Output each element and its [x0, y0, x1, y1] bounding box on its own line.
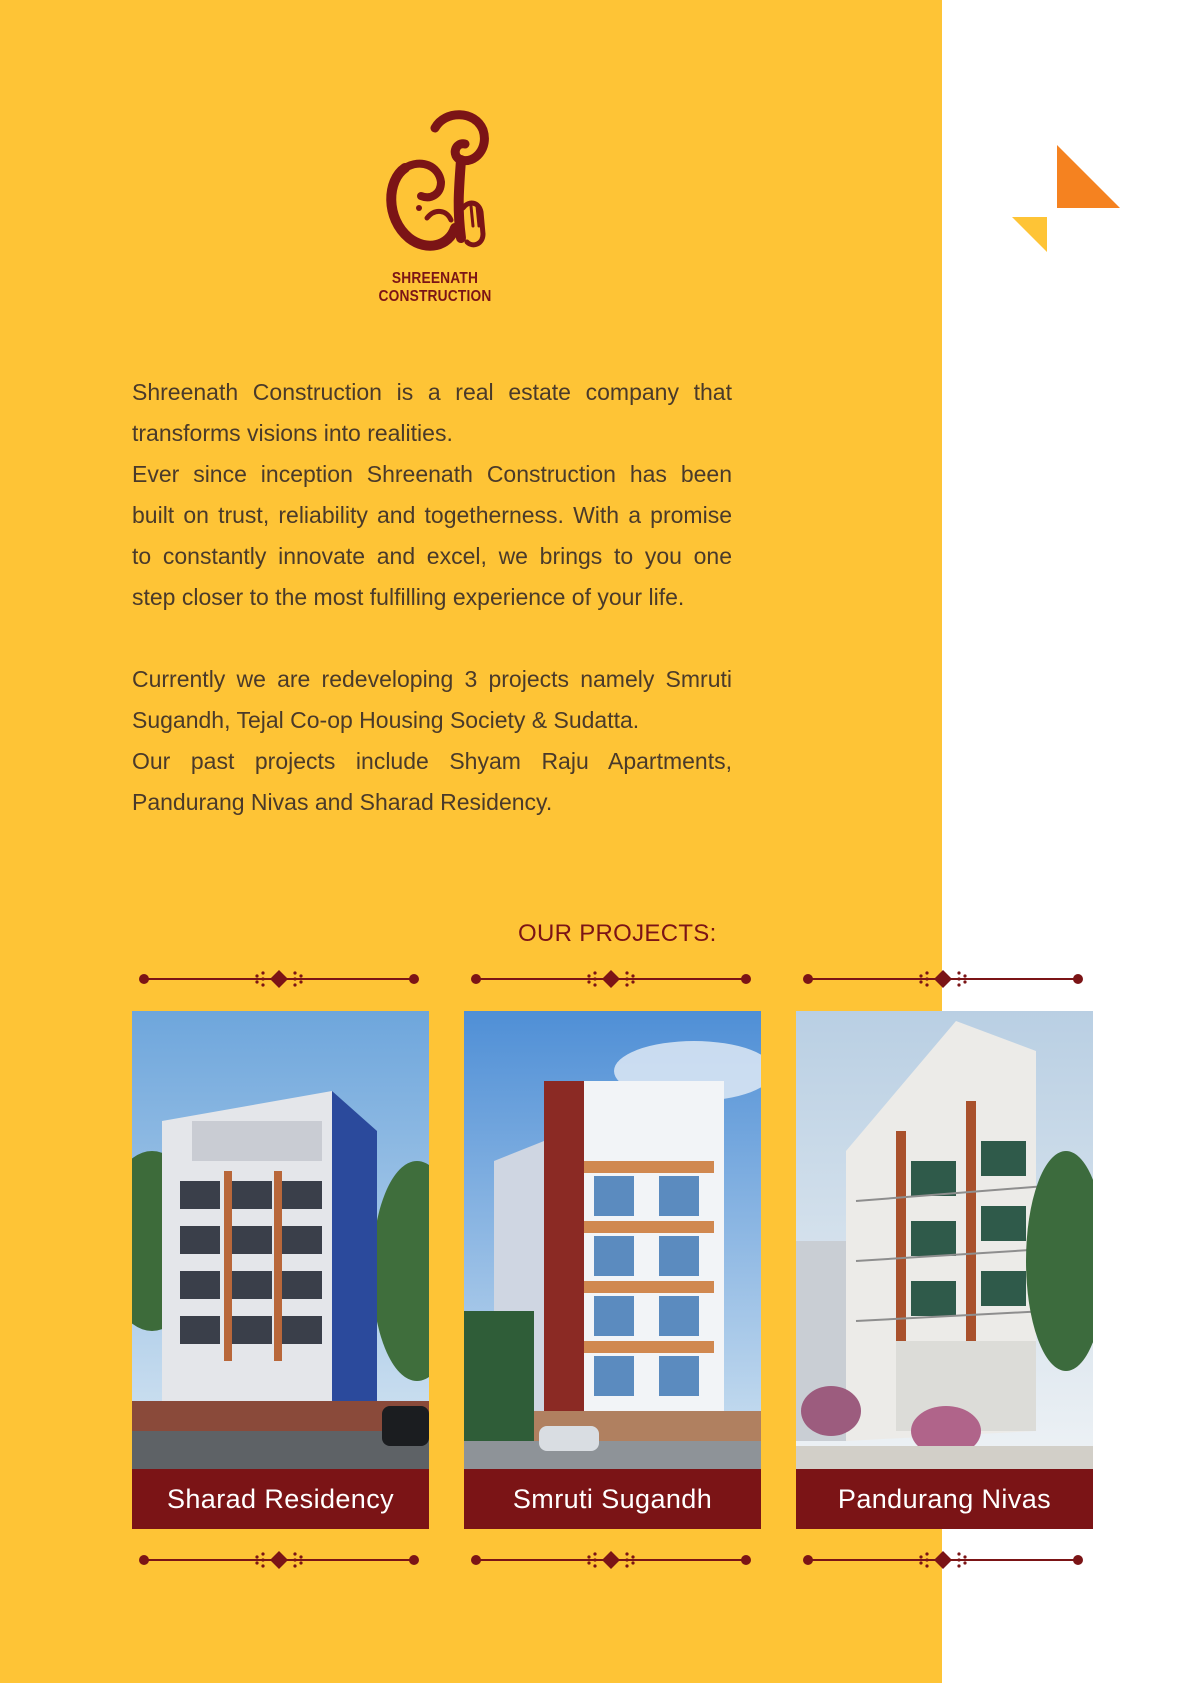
projects-heading: OUR PROJECTS:: [518, 920, 717, 947]
intro-paragraph-1: Shreenath Construction is a real estate company that transforms visions into realities.: [132, 379, 732, 446]
project-card-smruti-sugandh[interactable]: [464, 1011, 761, 1529]
ornament-divider: [138, 1550, 420, 1570]
ornament-divider: [470, 969, 752, 989]
ornament-divider: [802, 1550, 1084, 1570]
ornament-divider: [802, 969, 1084, 989]
project-card-sharad-residency[interactable]: [132, 1011, 429, 1529]
orange-triangle-decoration: [1057, 145, 1120, 208]
ornament-divider: [470, 1550, 752, 1570]
project-card-pandurang-nivas[interactable]: [796, 1011, 1093, 1529]
intro-paragraph-2: Ever since inception Shreenath Construction has been built on trust, reliability and togetherness. With a promise to constantly innovate and excel, we brings to you one step closer to the most fulfilling experience of your life.: [132, 461, 732, 610]
building-photo: [464, 1011, 761, 1469]
brand-name: SHREENATH CONSTRUCTION: [378, 270, 492, 305]
project-name: Pandurang Nivas: [796, 1469, 1093, 1529]
ornament-divider: [138, 969, 420, 989]
project-name: Sharad Residency: [132, 1469, 429, 1529]
intro-paragraph-3: Currently we are redeveloping 3 projects namely Smruti Sugandh, Tejal Co-op Housing Society & Sudatta.: [132, 666, 732, 733]
yellow-triangle-decoration: [1012, 217, 1047, 252]
project-name: Smruti Sugandh: [464, 1469, 761, 1529]
company-description: [132, 372, 732, 823]
shree-emblem-icon: [375, 108, 495, 263]
building-photo: [796, 1011, 1093, 1469]
intro-paragraph-4: Our past projects include Shyam Raju Apartments, Pandurang Nivas and Sharad Residency.: [132, 748, 732, 815]
building-photo: [132, 1011, 429, 1469]
company-logo: [330, 100, 540, 305]
